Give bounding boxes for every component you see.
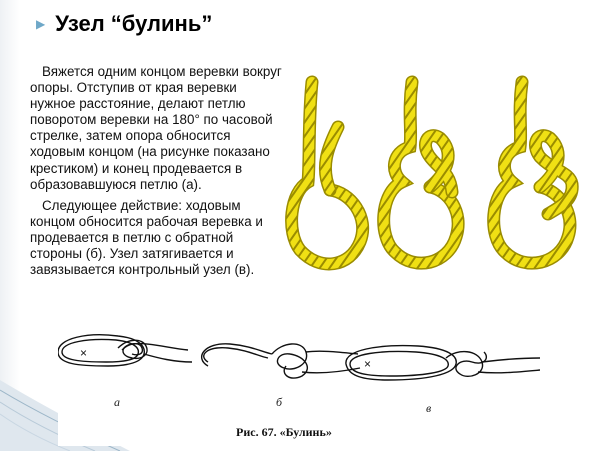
cross-mark: × [364, 357, 372, 371]
rope-stage-c [494, 82, 573, 263]
cross-mark: × [80, 346, 88, 360]
rope-illustration [280, 72, 602, 282]
line-drawing-figure [58, 328, 540, 446]
rope-stage-b [384, 82, 458, 263]
figure-letter-a: а [114, 395, 120, 409]
figure-letter-b: б [276, 395, 283, 409]
line-knot-a [58, 335, 192, 366]
body-text [30, 64, 285, 283]
title-row [36, 8, 212, 40]
paragraph-1: Вяжется одним концом веревки вокруг опоры. Отступив от края веревки нужное расстояние, делают петлю поворотом веревки на 180° по часовой стрелке, затем опора обносится ходовым концом (на рисунке показано крестиком) и конец продевается в образовавшуюся петлю (а). [30, 64, 282, 192]
rope-stage-a [292, 82, 363, 264]
paragraph-2: Следующее действие: ходовым концом обносится рабочая веревка и продевается в петлю с обратной стороны (б). Узел затягивается и завязывается контрольный узел (в). [30, 197, 263, 278]
figure-letter-c: в [426, 401, 432, 415]
triangle-bullet-icon: ▶ [36, 17, 46, 31]
line-knot-c [346, 346, 540, 380]
slide-title: Узел “булинь” [55, 11, 213, 36]
figure-caption: Рис. 67. «Булинь» [236, 425, 332, 439]
line-knot-b [202, 344, 360, 378]
